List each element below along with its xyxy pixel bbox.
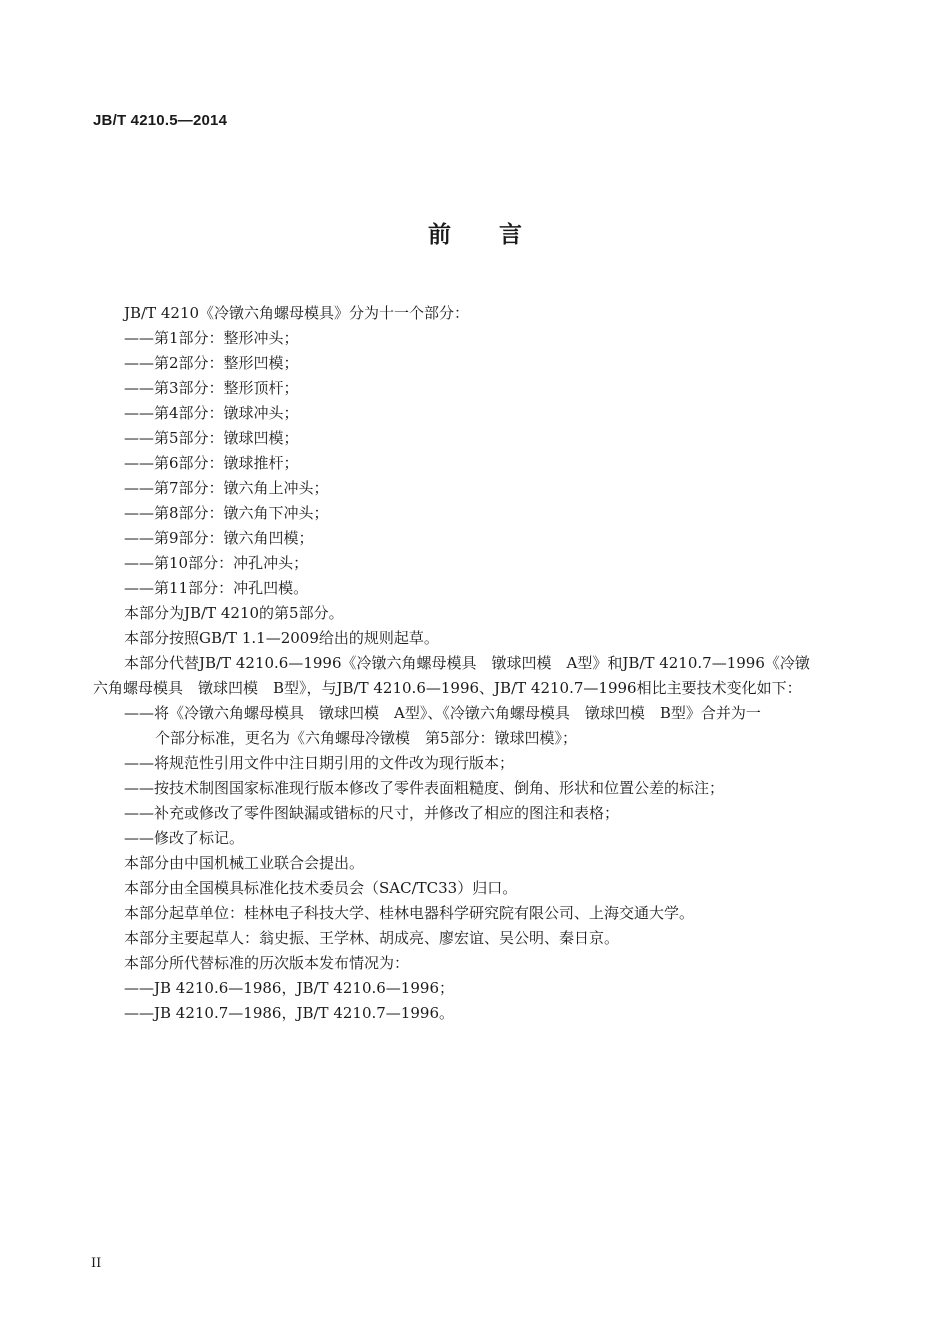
change-item-references: ——将规范性引用文件中注日期引用的文件改为现行版本； xyxy=(124,754,515,772)
change-item-dimensions: ——补充或修改了零件图缺漏或错标的尺寸，并修改了相应的图注和表格； xyxy=(124,804,620,822)
list-item-part-7: ——第7部分：镦六角上冲头； xyxy=(124,479,329,497)
change-item-merge-line-2: 个部分标准，更名为《六角螺母冷镦模 第5部分：镦球凹模》； xyxy=(155,729,578,747)
history-item-1: ——JB 4210.6—1986，JB/T 4210.6—1996； xyxy=(124,979,454,997)
list-item-part-5: ——第5部分：镦球凹模； xyxy=(124,429,299,447)
title-char-1: 前 xyxy=(428,222,451,248)
list-item-part-3: ——第3部分：整形顶杆； xyxy=(124,379,299,397)
paragraph-history-intro: 本部分所代替标准的历次版本发布情况为： xyxy=(124,954,410,972)
history-item-2: ——JB 4210.7—1986，JB/T 4210.7—1996。 xyxy=(124,1004,454,1022)
paragraph-drafting-rules: 本部分按照GB/T 1.1—2009给出的规则起草。 xyxy=(124,629,439,647)
paragraph-proposer: 本部分由中国机械工业联合会提出。 xyxy=(124,854,365,872)
page-number: II xyxy=(91,1256,102,1271)
paragraph-committee: 本部分由全国模具标准化技术委员会（SAC/TC33）归口。 xyxy=(124,879,518,897)
paragraph-replacement-line-1: 本部分代替JB/T 4210.6—1996《冷镦六角螺母模具 镦球凹模 A型》和JB/T 4210.7—1996《冷镦 xyxy=(124,654,810,672)
page-title xyxy=(0,216,950,249)
list-item-part-11: ——第11部分：冲孔凹模。 xyxy=(124,579,309,597)
paragraph-part-statement: 本部分为JB/T 4210的第5部分。 xyxy=(124,604,344,622)
list-item-part-10: ——第10部分：冲孔冲头； xyxy=(124,554,309,572)
change-item-marking: ——修改了标记。 xyxy=(124,829,245,847)
list-item-part-1: ——第1部分：整形冲头； xyxy=(124,329,299,347)
list-item-part-2: ——第2部分：整形凹模； xyxy=(124,354,299,372)
title-char-2: 言 xyxy=(499,222,522,248)
list-item-part-9: ——第9部分：镦六角凹模； xyxy=(124,529,314,547)
list-item-part-6: ——第6部分：镦球推杆； xyxy=(124,454,299,472)
list-item-part-8: ——第8部分：镦六角下冲头； xyxy=(124,504,329,522)
paragraph-intro: JB/T 4210《冷镦六角螺母模具》分为十一个部分： xyxy=(124,304,470,322)
paragraph-drafting-units: 本部分起草单位：桂林电子科技大学、桂林电器科学研究院有限公司、上海交通大学。 xyxy=(124,904,695,922)
change-item-merge-line-1: ——将《冷镦六角螺母模具 镦球凹模 A型》、《冷镦六角螺母模具 镦球凹模 B型》合并为一 xyxy=(124,704,761,722)
standard-code: JB/T 4210.5—2014 xyxy=(93,112,228,129)
change-item-roughness: ——按技术制图国家标准现行版本修改了零件表面粗糙度、倒角、形状和位置公差的标注； xyxy=(124,779,725,797)
paragraph-replacement-line-2: 六角螺母模具 镦球凹模 B型》，与JB/T 4210.6—1996、JB/T 4210.7—1996相比主要技术变化如下： xyxy=(93,679,802,697)
list-item-part-4: ——第4部分：镦球冲头； xyxy=(124,404,299,422)
foreword-body xyxy=(93,301,863,1026)
paragraph-drafters: 本部分主要起草人：翁史振、王学林、胡成亮、廖宏谊、吴公明、秦日京。 xyxy=(124,929,620,947)
